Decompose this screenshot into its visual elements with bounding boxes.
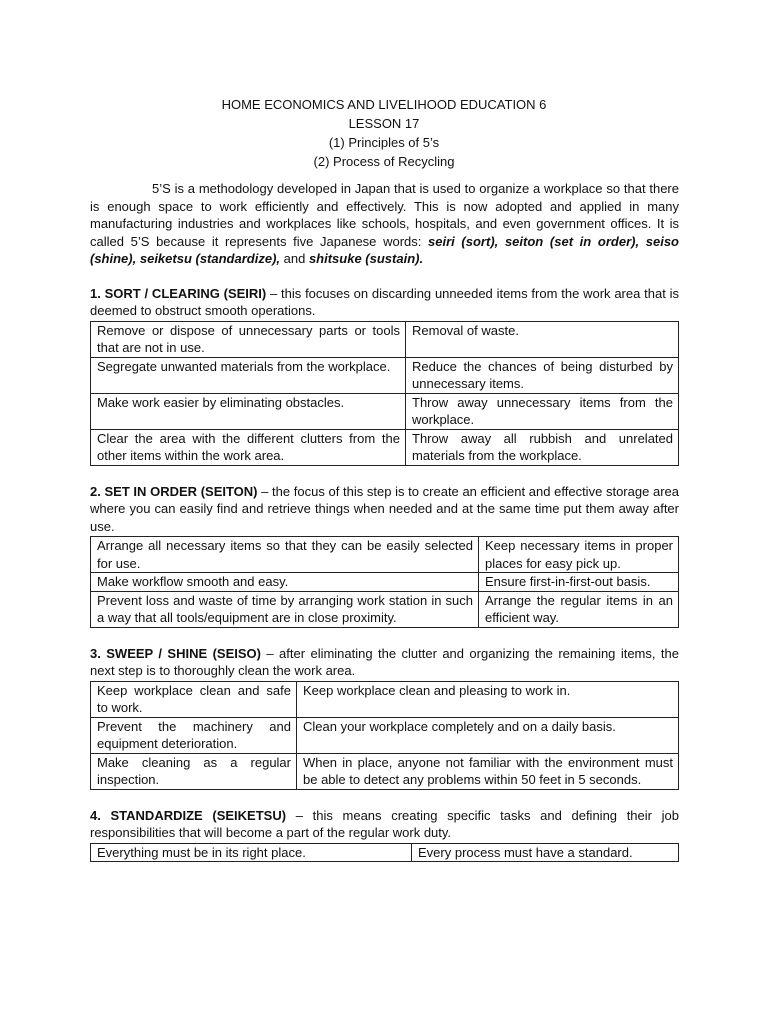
section-1-intro [90, 285, 679, 320]
term-shitsuke: shitsuke (sustain). [308, 251, 424, 266]
section-4-table [90, 843, 679, 863]
section-3-intro [90, 645, 679, 680]
table-row [91, 753, 679, 789]
table-cell: Throw away unnecessary items from the workplace. [406, 393, 679, 429]
table-cell: Arrange all necessary items so that they can be easily selected for use. [91, 537, 479, 573]
document-header [0, 95, 768, 171]
topic-1: (1) Principles of 5’s [328, 135, 440, 150]
section-4-desc: – this means creating specific tasks and defining their job responsibilities that will become a part of the regular work duty. [90, 807, 679, 840]
table-cell: Arrange the regular items in an efficient way. [479, 591, 679, 627]
table-row [91, 591, 679, 627]
term-seiton: seiton (set in order), [504, 233, 640, 249]
section-1-title: 1. SORT / CLEARING (SEIRI) [90, 285, 267, 301]
section-1-desc: – this focuses on discarding unneeded items from the work area that is deemed to obstruct smooth operations. [90, 285, 679, 318]
term-seiketsu: seiketsu (standardize), [139, 251, 281, 266]
section-4-title: 4. STANDARDIZE (SEIKETSU) [90, 807, 287, 823]
section-3-desc: – after eliminating the clutter and organizing the remaining items, the next step is to thoroughly clean the work area. [90, 645, 679, 678]
table-cell: Removal of waste. [406, 321, 679, 357]
table-cell: When in place, anyone not familiar with the environment must be able to detect any problems within 50 feet in 5 seconds. [297, 753, 679, 789]
table-cell: Keep necessary items in proper places for easy pick up. [479, 537, 679, 573]
section-2-table [90, 536, 679, 628]
section-2-intro [90, 483, 679, 536]
table-cell: Everything must be in its right place. [91, 843, 412, 862]
section-2-title: 2. SET IN ORDER (SEITON) [90, 483, 258, 499]
term-seiso: seiso (shine), [90, 233, 679, 266]
section-3-table [90, 681, 679, 790]
table-cell: Make workflow smooth and easy. [91, 573, 479, 592]
intro-paragraph [90, 180, 679, 268]
table-row [91, 573, 679, 592]
table-cell: Throw away all rubbish and unrelated materials from the workplace. [406, 429, 679, 465]
table-row [91, 393, 679, 429]
table-cell: Remove or dispose of unnecessary parts or tools that are not in use. [91, 321, 406, 357]
table-cell: Clear the area with the different clutters from the other items within the work area. [91, 429, 406, 465]
table-cell: Every process must have a standard. [412, 843, 679, 862]
table-row [91, 429, 679, 465]
subject-title: HOME ECONOMICS AND LIVELIHOOD EDUCATION 6 [221, 97, 547, 112]
table-row [91, 717, 679, 753]
intro-and: and [280, 251, 309, 266]
section-3-title: 3. SWEEP / SHINE (SEISO) [90, 645, 261, 661]
section-1-table [90, 321, 679, 466]
table-row [91, 321, 679, 357]
section-2-desc: – the focus of this step is to create an efficient and effective storage area where you can easily find and retrieve things when needed and at the same time put them away after use. [90, 483, 679, 534]
table-cell: Reduce the chances of being disturbed by unnecessary items. [406, 357, 679, 393]
topic-2: (2) Process of Recycling [313, 154, 455, 169]
table-cell: Prevent loss and waste of time by arranging work station in such a way that all tools/equipment are in close proximity. [91, 591, 479, 627]
intro-text: 5’S is a methodology developed in Japan that is used to organize a workplace so that there is enough space to work efficiently and effectively. This is now adopted and applied in many manufacturing industries and workplaces like schools, hospitals, and even government offices. It is called 5’S because it represents five Japanese words: [90, 181, 679, 249]
table-row [91, 843, 679, 862]
table-cell: Clean your workplace completely and on a daily basis. [297, 717, 679, 753]
table-cell: Make cleaning as a regular inspection. [91, 753, 297, 789]
table-row [91, 357, 679, 393]
table-row [91, 537, 679, 573]
document-body [90, 180, 679, 862]
table-cell: Keep workplace clean and pleasing to work in. [297, 681, 679, 717]
table-cell: Keep workplace clean and safe to work. [91, 681, 297, 717]
table-cell: Make work easier by eliminating obstacles. [91, 393, 406, 429]
lesson-number: LESSON 17 [348, 116, 420, 131]
table-cell: Ensure first-in-first-out basis. [479, 573, 679, 592]
term-seiri: seiri (sort), [428, 233, 499, 249]
table-cell: Segregate unwanted materials from the workplace. [91, 357, 406, 393]
table-row [91, 681, 679, 717]
table-cell: Prevent the machinery and equipment deterioration. [91, 717, 297, 753]
section-4-intro [90, 807, 679, 842]
